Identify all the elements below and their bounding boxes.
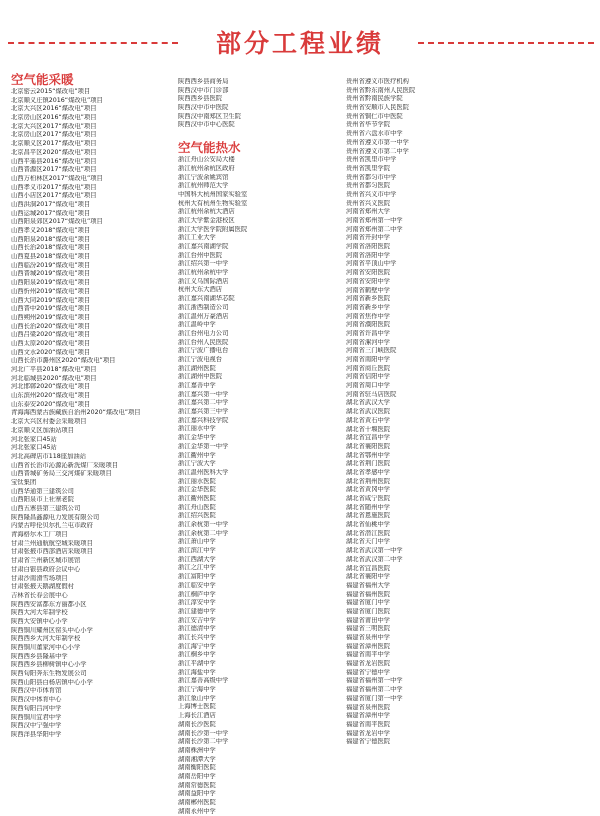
list-item: 福建省厦门中学 [346, 599, 391, 607]
list-item: 浙江大学医学院附属医院 [178, 225, 248, 233]
list-item: 浙江丽水医院 [178, 477, 216, 485]
list-item: 浙江嘉兴科技学院 [178, 416, 229, 424]
list-item: 湖南岳阳中学 [178, 772, 216, 780]
list-item: 浙江富阳中学 [178, 573, 216, 581]
list-item: 山西运城2017“煤改电”项目 [11, 209, 91, 217]
list-item: 陕西铜川董家河中心小学 [11, 644, 81, 651]
list-item: 浙江余杭第二中学 [178, 529, 229, 537]
list-item: 浙江湖州医院 [178, 364, 216, 372]
list-item: 湖北省宜昌医院 [346, 564, 391, 572]
list-item: 河南省开封中学 [346, 234, 391, 242]
list-item: 上海长江酒店 [178, 712, 216, 720]
list-item: 浙江嘉善中学 [178, 382, 216, 389]
list-item: 湖北省武汉大学 [346, 399, 391, 407]
list-item: 浙江舟山医院 [178, 503, 216, 511]
list-item: 贵州省兴义医院 [346, 199, 391, 207]
list-item: 浙江德清中学 [178, 625, 216, 633]
list-item: 河南省安阳中学 [346, 277, 391, 285]
list-item: 浙江台州中医院 [178, 251, 223, 259]
list-item: 湖北省潜江医院 [346, 529, 391, 537]
list-item: 上海博士医院 [178, 703, 216, 711]
list-item: 浙江金华医院 [178, 486, 216, 494]
project-list-misc [178, 78, 348, 130]
list-item: 湖南湘潭大学 [178, 755, 216, 763]
list-item: 山西太原2020“煤改电”项目 [11, 339, 91, 347]
list-item: 山西小店区2017“煤改电”项目 [11, 192, 97, 200]
list-item: 湖北省鄂州中学 [346, 451, 391, 459]
list-item: 山西晋城2019“煤改电”项目 [11, 270, 91, 278]
list-item: 山西孝义市2017“煤改电”项目 [11, 183, 97, 191]
list-item: 山西华通第三建筑公司 [11, 487, 74, 495]
list-item: 贵州省毕节学院 [346, 121, 391, 129]
list-item: 甘肃沙南滑雪场项目 [11, 574, 68, 582]
list-item: 贵州省都匀市中学 [346, 173, 397, 181]
list-item: 浙江之江中学 [178, 564, 216, 572]
list-item: 浙江余杭第一中学 [178, 521, 229, 528]
list-item: 陕西洋县华阳中学 [11, 730, 62, 738]
list-item: 陕西汉中南郑区卫生院 [178, 112, 241, 120]
list-item: 湖北省仙桃中学 [346, 521, 391, 529]
list-item: 浙江杭州余杭区政府 [178, 164, 235, 172]
list-item: 甘肃张掖市西部酒店采暖项目 [11, 548, 93, 556]
list-item: 湖北省襄阳中学 [346, 573, 391, 581]
list-item: 福建省三明医院 [346, 625, 391, 633]
list-item: 北京密云2015“煤改电”项目 [11, 88, 91, 95]
list-item: 湖南常德医院 [178, 781, 216, 789]
header-rule-right [418, 42, 594, 44]
list-item: 河南省濮阳医院 [346, 321, 391, 329]
list-item: 甘肃张掖天鹅湖度假村 [11, 583, 74, 591]
list-item: 贵州省黔东南州人民医院 [346, 86, 416, 94]
list-item: 陕西西乡县医院 [178, 95, 223, 103]
list-item: 浙江舟山公安局大楼 [178, 156, 235, 164]
list-item: 贵州省都匀医院 [346, 182, 391, 190]
list-item: 湖南株洲中学 [178, 746, 216, 754]
list-item: 北京昌平区2020“煤改电”项目 [11, 148, 97, 156]
list-item: 陕西西乡县隆基中学 [11, 652, 68, 660]
list-item: 河南省新乡医院 [346, 295, 391, 303]
list-item: 浙江台州电力公司 [178, 329, 229, 337]
list-item: 浙江宁波广播电台 [178, 347, 229, 355]
list-item: 山西忻州2019“煤改电”项目 [11, 287, 91, 295]
list-item: 陕西汉中宁强中学 [11, 722, 62, 730]
list-item: 山西文水2020“煤改电”项目 [11, 348, 91, 356]
list-item: 浙江宁波大学 [178, 460, 216, 468]
list-item: 甘肃省兰州新区城市展馆 [11, 557, 81, 565]
list-item: 浙江桐庐中学 [178, 590, 216, 598]
list-item: 湖北省孝感中学 [346, 468, 391, 476]
list-item: 湖北省宜昌中学 [346, 434, 391, 442]
list-item: 陕西铜川耀州区窑头中心小学 [11, 626, 93, 634]
list-item: 浙江绍兴第一中学 [178, 260, 229, 268]
list-item: 山西吕梁2020“煤改电”项目 [11, 331, 91, 339]
list-item: 陕西西乡县柳树镇中心小学 [11, 661, 87, 669]
list-item: 贵州省铜仁市中医院 [346, 112, 403, 120]
list-item: 湖北省武汉第一中学 [346, 547, 403, 555]
column-regional [346, 78, 596, 747]
list-item: 山西晋中2019“煤改电”项目 [11, 305, 91, 313]
list-item: 山西阳泉市上社寨老院 [11, 496, 74, 504]
list-item: 湖北省武汉第二中学 [346, 555, 403, 563]
list-item: 陕西大安镇中心小学 [11, 617, 68, 625]
list-item: 陕西西安富都东方丽都小区 [11, 600, 87, 608]
list-item: 河北张家口45站 [11, 435, 57, 443]
list-item: 浙江滨江中学 [178, 547, 216, 555]
list-item: 福建省漳州医院 [346, 642, 391, 650]
list-item: 福建省南平中学 [346, 651, 391, 659]
list-item: 北京顺义庄镇2016“煤改电”项目 [11, 96, 103, 104]
section-heading-heating: 空气能采暖 [11, 72, 74, 87]
list-item: 浙江宁海中学 [178, 686, 216, 694]
list-item: 福建省莆田中学 [346, 616, 391, 624]
list-item: 浙江金华中学 [178, 434, 216, 442]
list-item: 湖北省荆州医院 [346, 477, 391, 485]
list-item: 北京大兴区2016“煤改电”项目 [11, 105, 97, 113]
list-item: 福建省厦门医院 [346, 607, 391, 615]
list-item: 福建省福州医院 [346, 590, 391, 598]
list-item: 福建省龙岩中学 [346, 729, 391, 737]
list-item: 陕西汉中市中心医院 [178, 121, 235, 129]
list-item: 福建省龙岩医院 [346, 660, 391, 668]
list-item: 福建省南平医院 [346, 720, 391, 728]
list-item: 浙江丽水中学 [178, 425, 216, 433]
list-item: 河南省安阳医院 [346, 269, 391, 277]
list-item: 河南省许昌中学 [346, 329, 391, 337]
list-item: 河北张家口45站 [11, 444, 57, 452]
list-item: 山西晋城矿务局三交河煤矿采暖项目 [11, 470, 112, 478]
list-item: 浙江温州万豪酒店 [178, 312, 229, 320]
list-item: 贵州省遵义市第二中学 [346, 147, 409, 155]
list-item: 陕西汉中市体育馆 [11, 687, 62, 695]
list-item: 山西阳泉2018“煤改电”项目 [11, 235, 91, 243]
list-item: 湖南永州中学 [178, 807, 216, 815]
list-item: 浙江嘉兴南湖学院 [178, 243, 229, 250]
list-item: 福建省福州大学 [346, 581, 391, 589]
list-item: 浙江象山中学 [178, 694, 216, 702]
section-heading-hot-water: 空气能热水 [178, 140, 241, 156]
list-item: 浙江嘉善高级中学 [178, 677, 229, 685]
list-item: 湖北省武汉医院 [346, 408, 391, 416]
list-item: 河南省周口中学 [346, 382, 391, 390]
list-item: 河南省郑州第二中学 [346, 225, 403, 233]
list-item: 山西阳泉2019“煤改电”项目 [11, 279, 91, 287]
list-item: 河南省郑州第一中学 [346, 217, 403, 224]
list-item: 河南省焦作中学 [346, 312, 391, 320]
list-item: 浙江西湖大学 [178, 555, 216, 563]
list-item: 浙江金华第一中学 [178, 442, 229, 450]
list-item: 湖北省十堰医院 [346, 425, 391, 433]
list-item: 浙江嘉兴第三中学 [178, 408, 229, 416]
list-item: 中国科大杭州国家实验室 [178, 190, 248, 198]
list-item: 陕西隆昌鑫源电力发展有限公司 [11, 513, 100, 521]
list-item: 浙江海宁中学 [178, 642, 216, 650]
list-item: 河南省商丘医院 [346, 364, 391, 372]
list-item: 山西夏县2018“煤改电”项目 [11, 253, 91, 261]
list-item: 山西五寨县第三建筑公司 [11, 505, 81, 512]
list-item: 河南省三门峡医院 [346, 347, 397, 355]
list-item: 河北邯郸2020“煤改电”项目 [11, 383, 91, 391]
list-item: 山西孝义2018“煤改电”项目 [11, 227, 91, 234]
list-item: 福建省福州第一中学 [346, 677, 403, 685]
list-item: 浙江杭州余杭大酒店 [178, 208, 235, 216]
list-item: 贵州省黔南民族学院 [346, 95, 403, 103]
list-item: 浙江杭州师范大学 [178, 182, 229, 190]
list-item: 湖南长沙医院 [178, 720, 216, 728]
list-item: 山西阳泉郊区2017“煤改电”项目 [11, 218, 103, 226]
list-item: 湖南郴州医院 [178, 799, 216, 806]
list-item: 杭州大东大酒店 [178, 286, 223, 294]
list-item: 浙江温岭中学 [178, 321, 216, 329]
list-item: 浙江台州人民医院 [178, 338, 229, 346]
list-item: 湖南益阳中学 [178, 790, 216, 798]
list-item: 浙江浙西制造公司 [178, 303, 229, 311]
list-item: 河南省洛阳医院 [346, 243, 391, 251]
list-item: 湖南长沙第二中学 [178, 738, 229, 746]
list-item: 湖南衡阳医院 [178, 764, 216, 772]
list-item: 贵州省遵义市第一中学 [346, 138, 409, 146]
list-item: 贵州省安顺市人民医院 [346, 104, 409, 112]
list-item: 山西长治2020“煤改电”项目 [11, 322, 91, 330]
list-item: 福建省厦门第一中学 [346, 694, 403, 702]
list-item: 山西大同2019“煤改电”项目 [11, 296, 91, 304]
list-item: 河南省新乡中学 [346, 303, 391, 311]
list-item: 山西长治2018“煤改电”项目 [11, 244, 91, 252]
list-item: 湖北省荆门医院 [346, 460, 391, 468]
list-item: 青海海西蒙古族藏族自治州2020“煤改电”项目 [11, 409, 141, 417]
list-item: 河南省信阳中学 [346, 373, 391, 381]
list-item: 福建省泉州医院 [346, 703, 391, 711]
list-item: 湖北省随州中学 [346, 503, 391, 511]
list-item: 浙江工业大学 [178, 234, 216, 242]
list-item: 山西朔州2019“煤改电”项目 [11, 313, 91, 321]
list-item: 陕西西乡县商务局 [178, 78, 229, 85]
list-item: 陕西汉中市中医院 [178, 104, 229, 112]
list-item: 浙江杭州余杭中学 [178, 269, 229, 277]
list-item: 贵州省凯里市中学 [346, 156, 397, 164]
list-item: 甘肃兰州通航航空城采暖项目 [11, 539, 93, 547]
list-item: 福建省漳州中学 [346, 712, 391, 720]
list-item: 浙江萧山中学 [178, 538, 216, 546]
project-list-hot-water [178, 156, 348, 816]
list-item: 湖北省黄石中学 [346, 416, 391, 424]
list-item: 内蒙古呼伦贝尔扎兰屯市政府 [11, 522, 93, 530]
list-item: 浙江桐乡中学 [178, 651, 216, 659]
list-item: 陕西旬阳吕河中学 [11, 704, 62, 712]
list-item: 浙江宁波余姚宾馆 [178, 173, 229, 181]
list-item: 福建省宁德医院 [346, 738, 391, 746]
header-rule-left [8, 42, 178, 44]
list-item: 河南省漯河中学 [346, 338, 391, 346]
project-list-regional [346, 78, 596, 747]
list-item: 浙江宁波电视台 [178, 355, 223, 363]
list-item: 湖北省天门中学 [346, 538, 391, 546]
list-item: 宝钛集团 [11, 478, 37, 486]
list-item: 北京大兴区2017“煤改电”项目 [11, 122, 97, 130]
section-header [0, 22, 600, 62]
list-item: 河南省南阳中学 [346, 356, 391, 363]
list-item: 吉林省长春会展中心 [11, 591, 68, 599]
list-item: 湖南长沙第一中学 [178, 729, 229, 737]
list-item: 陕西西乡大河大年制学校 [11, 635, 81, 643]
list-item: 青海格尔木工厂项目 [11, 531, 68, 539]
list-item: 浙江建德中学 [178, 607, 216, 615]
list-item: 浙江义乌国际酒店 [178, 277, 229, 285]
list-item: 河南省驻马店医院 [346, 390, 397, 398]
list-item: 山西万柏林区2017“煤改电”项目 [11, 174, 103, 182]
list-item: 贵州省六盘水市中学 [346, 130, 403, 138]
list-item: 山西平遥县2016“煤改电”项目 [11, 157, 97, 165]
list-item: 湖北省襄阳医院 [346, 442, 391, 450]
list-item: 浙江绍兴医院 [178, 512, 216, 520]
list-item: 福建省宁德中学 [346, 668, 391, 676]
list-item: 浙江平湖中学 [178, 660, 216, 667]
list-item: 福建省福州第二中学 [346, 686, 403, 694]
list-item: 陕西汉中体育中心 [11, 696, 62, 704]
list-item: 福建省泉州中学 [346, 634, 391, 641]
page-title: 部分工程业绩 [215, 29, 384, 58]
list-item: 浙江温州医科大学 [178, 468, 229, 476]
list-item: 北京房山区2016“煤改电”项目 [11, 114, 97, 122]
list-item: 湖北省黄冈中学 [346, 486, 391, 494]
list-item: 河南省平顶山中学 [346, 260, 397, 268]
list-item: 浙江嘉兴第二中学 [178, 399, 229, 407]
list-item: 河北广平县2018“煤改电”项目 [11, 366, 97, 373]
list-item: 浙江海盐中学 [178, 668, 216, 676]
project-list-heating [11, 88, 181, 740]
list-item: 北京大兴区村委会采暖项目 [11, 418, 87, 426]
list-item: 浙江湖州中医院 [178, 373, 223, 381]
list-item: 贵州省兴义市中学 [346, 190, 397, 198]
list-item: 贵州省凯里学院 [346, 164, 391, 172]
list-item: 河南省郑州大学 [346, 208, 391, 216]
list-item: 浙江临安中学 [178, 581, 216, 589]
list-item: 山西省长治市沁源沁新洗煤厂采暖项目 [11, 461, 119, 469]
list-item: 河南省鹤壁中学 [346, 286, 391, 294]
list-item: 杭州大有杭州生物实验室 [178, 199, 248, 207]
list-item: 浙江长兴中学 [178, 633, 216, 641]
list-item: 陕西汉中市门诊部 [178, 86, 229, 94]
list-item: 浙江淳安中学 [178, 599, 216, 607]
column-heating [11, 72, 181, 740]
list-item: 贵州省遵义市医疗机构 [346, 78, 409, 85]
list-item: 湖北省恩施医院 [346, 512, 391, 520]
list-item: 河北临城县2020“煤改电”项目 [11, 374, 97, 382]
list-item: 甘肃白银县政府会议中心 [11, 565, 81, 573]
list-item: 陕西山阳县白杨店镇中心小学 [11, 678, 93, 686]
list-item: 湖北省咸宁医院 [346, 495, 391, 502]
list-item: 山西临汾2019“煤改电”项目 [11, 261, 91, 269]
list-item: 山东泰安2020“煤改电”项目 [11, 400, 91, 408]
list-item: 山西洪洞2017“煤改电”项目 [11, 200, 91, 208]
list-item: 山东滨州2020“煤改电”项目 [11, 392, 91, 400]
list-item: 陕西铜川宜君中学 [11, 713, 62, 721]
column-hot-water [178, 78, 348, 816]
list-item: 北京房山区2017“煤改电”项目 [11, 131, 97, 139]
list-item: 浙江大学紫金港校区 [178, 216, 235, 224]
list-item: 山西晋源区2017“煤改电”项目 [11, 166, 97, 174]
list-item: 河南省洛阳中学 [346, 251, 391, 259]
list-item: 陕西大河大年制学校 [11, 609, 68, 617]
list-item: 浙江嘉兴第一中学 [178, 390, 229, 398]
list-item: 北京顺义区加油站项目 [11, 426, 74, 434]
list-item: 陕西旬阳奔东生物发展公司 [11, 670, 87, 678]
list-item: 浙江衢州医院 [178, 494, 216, 502]
list-item: 山西长治市潞州区2020“煤改电”项目 [11, 357, 116, 365]
list-item: 浙江嘉兴南湖华芯院 [178, 295, 235, 303]
list-item: 北京顺义区2017“煤改电”项目 [11, 140, 97, 148]
list-item: 浙江衢州中学 [178, 451, 216, 459]
list-item: 河北高碑店市118座加油站 [11, 452, 86, 460]
list-item: 浙江安吉中学 [178, 616, 216, 624]
